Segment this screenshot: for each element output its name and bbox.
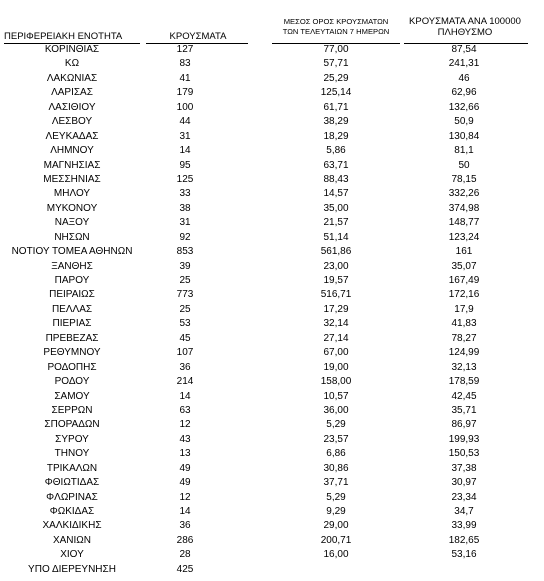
cell-seven-day-average: 27,14 — [323, 332, 349, 344]
cell-cases: 14 — [179, 506, 191, 517]
table-row — [0, 390, 544, 404]
table-row — [0, 288, 544, 302]
cell-cases-per-100k: 167,49 — [448, 275, 480, 286]
cell-seven-day-average: 200,71 — [320, 534, 352, 546]
cell-seven-day-average: 88,43 — [323, 173, 349, 185]
cell-cases-per-100k: 172,16 — [448, 289, 480, 301]
cell-cases-per-100k: 86,97 — [451, 419, 477, 431]
table-row — [0, 245, 544, 259]
cell-seven-day-average: 25,29 — [323, 72, 349, 84]
cell-cases-per-100k: 17,9 — [454, 303, 474, 315]
cell-cases: 31 — [179, 130, 191, 142]
cell-cases-per-100k: 46 — [458, 72, 470, 84]
cell-cases: 41 — [179, 72, 191, 84]
cell-cases-per-100k: 241,31 — [448, 58, 480, 70]
table-row — [0, 462, 544, 476]
cell-region: ΦΛΩΡΙΝΑΣ — [46, 491, 98, 503]
cell-cases: 14 — [179, 390, 191, 402]
table-row — [0, 491, 544, 505]
header-avg-line1: ΜΕΣΟΣ ΟΡΟΣ ΚΡΟΥΣΜΑΤΩΝ — [283, 17, 389, 26]
cell-cases: 125 — [176, 173, 194, 185]
table-row — [0, 418, 544, 432]
table-row — [0, 173, 544, 187]
cell-cases: 14 — [179, 145, 191, 157]
cell-cases-per-100k: 132,66 — [448, 101, 480, 113]
table-row — [0, 317, 544, 331]
cell-seven-day-average: 35,00 — [323, 202, 349, 214]
cell-region: ΡΟΔΟΠΗΣ — [47, 361, 97, 373]
cell-cases: 43 — [179, 433, 191, 445]
cell-region: ΧΑΝΙΩΝ — [52, 534, 92, 546]
cell-seven-day-average: 61,71 — [323, 101, 349, 113]
cell-seven-day-average: 5,29 — [326, 491, 346, 503]
cell-cases-per-100k: 42,45 — [451, 390, 477, 402]
cell-region: ΠΕΛΛΑΣ — [51, 303, 93, 315]
cell-cases-per-100k: 37,38 — [451, 462, 477, 474]
cell-region: ΣΥΡΟΥ — [55, 433, 89, 445]
cell-region: ΧΙΟΥ — [60, 549, 84, 561]
cell-seven-day-average: 125,14 — [320, 87, 352, 99]
cell-seven-day-average: 67,00 — [323, 347, 349, 359]
cell-seven-day-average: 30,86 — [323, 462, 349, 474]
cell-cases: 63 — [179, 404, 191, 416]
cell-seven-day-average: 9,29 — [326, 506, 346, 517]
cell-region: ΝΟΤΙΟΥ ΤΟΜΕΑ ΑΘΗΝΩΝ — [11, 246, 133, 258]
cell-seven-day-average: 23,57 — [323, 433, 349, 445]
cell-region: ΠΙΕΡΙΑΣ — [52, 318, 92, 330]
table-row — [0, 43, 544, 57]
cell-cases-per-100k: 161 — [455, 246, 473, 258]
cell-cases: 127 — [176, 44, 194, 55]
cell-seven-day-average: 561,86 — [320, 246, 352, 258]
cell-seven-day-average: 6,86 — [326, 448, 346, 460]
cell-seven-day-average: 17,29 — [323, 303, 349, 315]
cell-region: ΛΑΣΙΘΙΟΥ — [48, 101, 96, 113]
cell-cases: 286 — [176, 534, 194, 546]
cell-region: ΣΑΜΟΥ — [54, 390, 90, 402]
cell-cases: 38 — [179, 202, 191, 214]
cell-seven-day-average: 5,29 — [326, 419, 346, 431]
table-row — [0, 505, 544, 519]
cell-seven-day-average: 14,57 — [323, 188, 349, 200]
cell-cases-per-100k: 23,34 — [451, 491, 477, 503]
cell-cases-per-100k: 87,54 — [451, 44, 477, 55]
table-row — [0, 72, 544, 86]
table-row — [0, 274, 544, 288]
table-row — [0, 159, 544, 173]
cell-cases-per-100k: 34,7 — [454, 506, 474, 517]
cell-seven-day-average: 5,86 — [326, 145, 346, 157]
cell-cases-per-100k: 130,84 — [448, 130, 480, 142]
cell-cases-per-100k: 124,99 — [448, 347, 480, 359]
cell-region: ΠΑΡΟΥ — [54, 275, 90, 286]
cell-region: ΡΕΘΥΜΝΟΥ — [43, 347, 101, 359]
cell-cases: 214 — [176, 376, 194, 388]
cell-cases-per-100k: 150,53 — [448, 448, 480, 460]
cell-cases: 25 — [179, 275, 191, 286]
cell-region: ΛΕΥΚΑΔΑΣ — [45, 130, 99, 142]
header-seven-day-average — [272, 17, 400, 37]
header-cases: ΚΡΟΥΣΜΑΤΑ — [169, 31, 227, 42]
cell-region: ΣΕΡΡΩΝ — [51, 404, 93, 416]
table-row — [0, 534, 544, 548]
cell-cases: 49 — [179, 477, 191, 489]
table-row — [0, 404, 544, 418]
cell-cases-per-100k: 33,99 — [451, 520, 477, 532]
table-row — [0, 57, 544, 71]
table-row — [0, 202, 544, 216]
cell-cases-per-100k: 32,13 — [451, 361, 477, 373]
cell-region: ΧΑΛΚΙΔΙΚΗΣ — [42, 520, 102, 532]
cell-cases-per-100k: 53,16 — [451, 549, 477, 561]
table-row — [0, 216, 544, 230]
cell-seven-day-average: 23,00 — [323, 260, 349, 272]
cell-cases: 425 — [176, 563, 194, 575]
table-row — [0, 447, 544, 461]
cell-region: ΤΡΙΚΑΛΩΝ — [46, 462, 98, 474]
table-row — [0, 476, 544, 490]
cell-seven-day-average: 18,29 — [323, 130, 349, 142]
cell-cases: 179 — [176, 87, 194, 99]
cell-cases-per-100k: 374,98 — [448, 202, 480, 214]
cell-region: ΠΡΕΒΕΖΑΣ — [45, 332, 99, 344]
cell-cases-per-100k: 50 — [458, 159, 470, 171]
cell-cases-per-100k: 81,1 — [454, 145, 474, 157]
cell-seven-day-average: 10,57 — [323, 390, 349, 402]
table-row — [0, 260, 544, 274]
cell-region: ΦΘΙΩΤΙΔΑΣ — [44, 477, 100, 489]
cell-cases: 31 — [179, 217, 191, 229]
cell-region: ΛΑΚΩΝΙΑΣ — [46, 72, 98, 84]
cell-cases-per-100k: 78,15 — [451, 173, 477, 185]
table-row — [0, 361, 544, 375]
header-region: ΠΕΡΙΦΕΡΕΙΑΚΗ ΕΝΟΤΗΤΑ — [4, 31, 123, 42]
cell-cases-per-100k: 123,24 — [448, 231, 480, 243]
cell-cases: 100 — [176, 101, 194, 113]
cell-seven-day-average: 21,57 — [323, 217, 349, 229]
table-row — [0, 101, 544, 115]
cell-region: ΡΟΔΟΥ — [54, 376, 90, 388]
cell-region: ΠΕΙΡΑΙΩΣ — [49, 289, 95, 301]
cell-cases: 95 — [179, 159, 191, 171]
header-avg-line2: ΤΩΝ ΤΕΛΕΥΤΑΙΩΝ 7 ΗΜΕΡΩΝ — [282, 27, 390, 36]
cell-cases: 36 — [179, 361, 191, 373]
cell-region: ΜΑΓΝΗΣΙΑΣ — [43, 159, 101, 171]
cell-seven-day-average: 57,71 — [323, 58, 349, 70]
table-row — [0, 548, 544, 562]
cell-cases-per-100k: 182,65 — [448, 534, 480, 546]
cell-cases: 36 — [179, 520, 191, 532]
table-row — [0, 144, 544, 158]
cell-cases: 25 — [179, 303, 191, 315]
cell-cases-per-100k: 178,59 — [448, 376, 480, 388]
cell-cases: 44 — [179, 116, 191, 128]
cell-cases: 92 — [179, 231, 191, 243]
cell-region: ΜΗΛΟΥ — [53, 188, 91, 200]
cell-cases-per-100k: 332,26 — [448, 188, 480, 200]
table-row — [0, 563, 544, 577]
cell-cases-per-100k: 35,71 — [451, 404, 477, 416]
table-body — [0, 43, 544, 577]
cell-region: ΝΑΞΟΥ — [54, 217, 90, 229]
header-per100k-line1: ΚΡΟΥΣΜΑΤΑ ΑΝΑ 100000 — [409, 16, 521, 27]
cell-cases: 13 — [179, 448, 191, 460]
cell-cases: 53 — [179, 318, 191, 330]
table-row — [0, 187, 544, 201]
cell-cases: 773 — [176, 289, 194, 301]
cell-seven-day-average: 77,00 — [323, 44, 349, 55]
table-row — [0, 115, 544, 129]
cell-cases: 83 — [179, 58, 191, 70]
cell-cases: 49 — [179, 462, 191, 474]
cell-cases: 33 — [179, 188, 191, 200]
cell-cases-per-100k: 30,97 — [451, 477, 477, 489]
cell-region: ΦΩΚΙΔΑΣ — [49, 506, 95, 517]
cell-cases: 28 — [179, 549, 191, 561]
table-row — [0, 375, 544, 389]
cell-region: ΝΗΣΩΝ — [54, 231, 90, 243]
cell-region: ΛΗΜΝΟΥ — [50, 145, 94, 157]
cell-cases: 39 — [179, 260, 191, 272]
cell-cases: 853 — [176, 246, 194, 258]
cell-cases: 12 — [179, 419, 191, 431]
cell-seven-day-average: 51,14 — [323, 231, 349, 243]
table-row — [0, 332, 544, 346]
cell-cases: 12 — [179, 491, 191, 503]
cell-seven-day-average: 16,00 — [323, 549, 349, 561]
cell-cases-per-100k: 62,96 — [451, 87, 477, 99]
header-cases-per-100k — [400, 16, 530, 38]
cell-seven-day-average: 63,71 — [323, 159, 349, 171]
table-row — [0, 519, 544, 533]
header-per100k-line2: ΠΛΗΘΥΣΜΟ — [437, 27, 493, 38]
cell-cases-per-100k: 41,83 — [451, 318, 477, 330]
table-row — [0, 346, 544, 360]
cell-region: ΚΩ — [64, 58, 80, 70]
cell-region: ΥΠΟ ΔΙΕΡΕΥΝΗΣΗ — [28, 563, 116, 575]
cell-region: ΛΑΡΙΣΑΣ — [51, 87, 93, 99]
table-row — [0, 303, 544, 317]
cell-seven-day-average: 158,00 — [320, 376, 352, 388]
cell-seven-day-average: 19,00 — [323, 361, 349, 373]
cell-region: ΚΟΡΙΝΘΙΑΣ — [44, 44, 100, 55]
cell-region: ΜΕΣΣΗΝΙΑΣ — [43, 173, 101, 185]
cell-cases-per-100k: 199,93 — [448, 433, 480, 445]
table-row — [0, 231, 544, 245]
cell-region: ΛΕΣΒΟΥ — [51, 116, 93, 128]
cell-cases: 107 — [176, 347, 194, 359]
table-row — [0, 86, 544, 100]
cell-region: ΤΗΝΟΥ — [54, 448, 90, 460]
cell-region: ΞΑΝΘΗΣ — [51, 260, 93, 272]
cell-cases: 45 — [179, 332, 191, 344]
cell-region: ΣΠΟΡΑΔΩΝ — [44, 419, 100, 431]
cell-cases-per-100k: 78,27 — [451, 332, 477, 344]
cell-seven-day-average: 38,29 — [323, 116, 349, 128]
cell-seven-day-average: 19,57 — [323, 275, 349, 286]
cell-cases-per-100k: 148,77 — [448, 217, 480, 229]
table-row — [0, 433, 544, 447]
cell-seven-day-average: 36,00 — [323, 404, 349, 416]
cell-seven-day-average: 516,71 — [320, 289, 352, 301]
cell-region: ΜΥΚΟΝΟΥ — [46, 202, 98, 214]
cell-seven-day-average: 37,71 — [323, 477, 349, 489]
cell-cases-per-100k: 35,07 — [451, 260, 477, 272]
cell-seven-day-average: 32,14 — [323, 318, 349, 330]
cell-seven-day-average: 29,00 — [323, 520, 349, 532]
cell-cases-per-100k: 50,9 — [454, 116, 474, 128]
table-row — [0, 130, 544, 144]
